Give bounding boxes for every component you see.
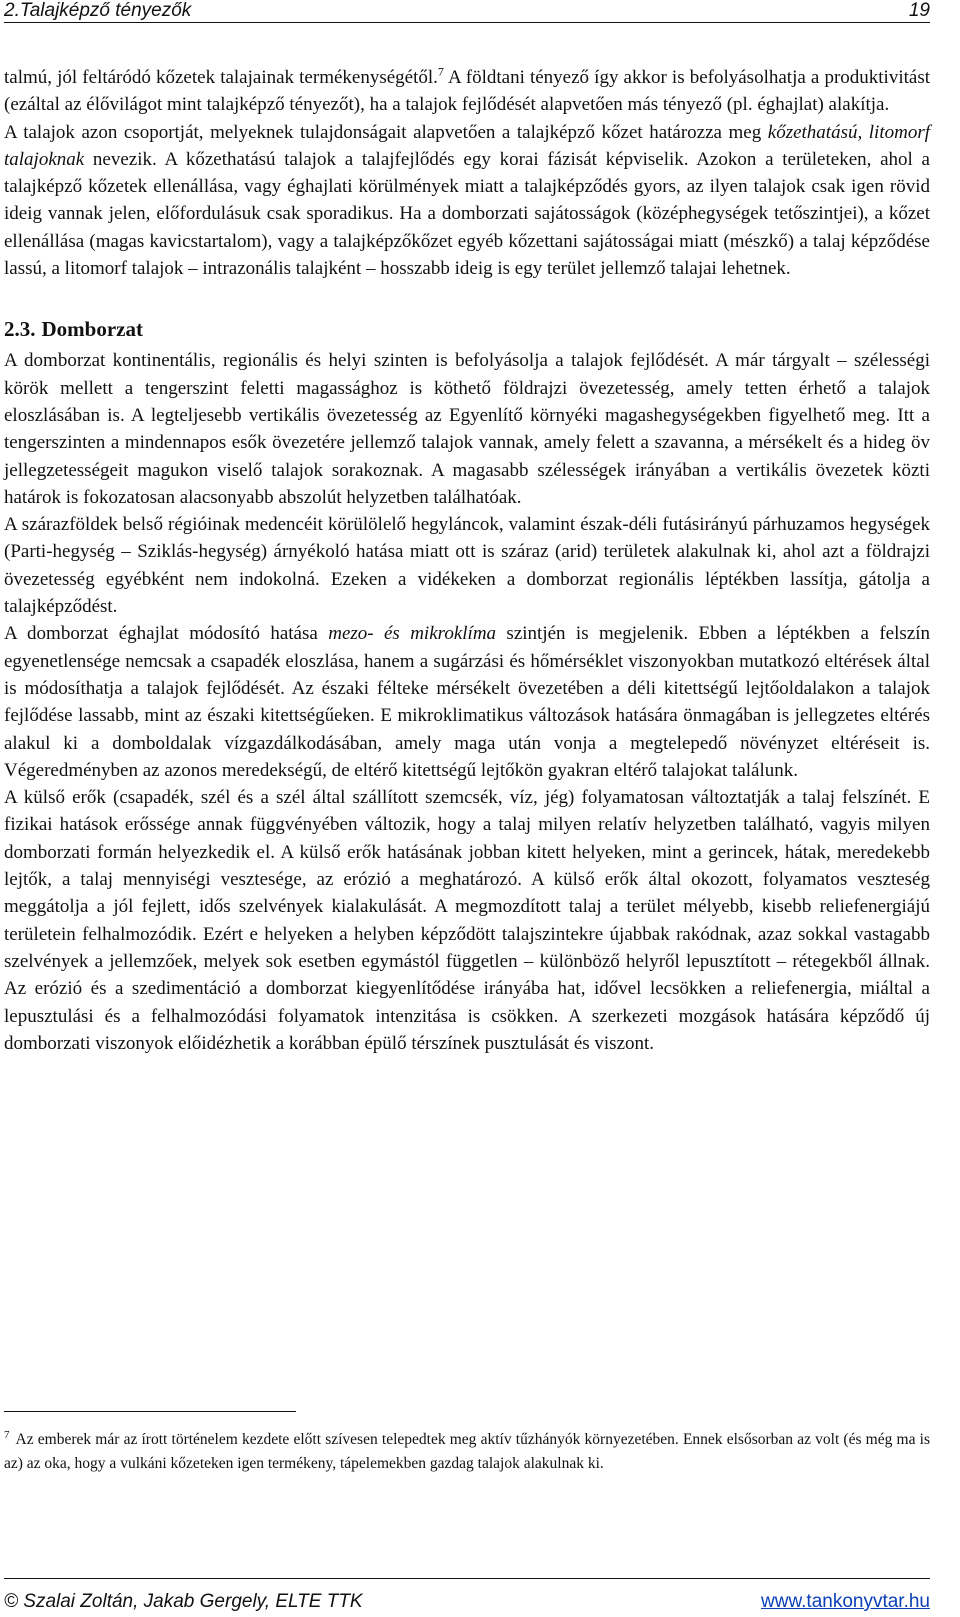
- paragraph-text: talmú, jól feltáródó kőzetek talajainak termékenységétől.: [4, 67, 438, 88]
- footnote-text: Az emberek már az írott történelem kezdete előtt szívesen telepedtek meg aktív tűzhányók környezetében. Ennek elsősorban az volt (és még ma is az) az oka, hogy a vulkáni kőzeteken igen termékeny, tápelemekben gazdag talajok alakulnak ki.: [4, 1431, 930, 1472]
- emphasized-term: mezo- és mikroklíma: [328, 623, 497, 645]
- paragraph-text: nevezik. A kőzethatású talajok a talajfejlődés egy korai fázisát képviselik. Azokon a területeken, ahol a talajképző kőzetek ellenállása, vagy éghajlati körülmények miatt a talajképződés gyors, az ilyen talajok csak igen rövid ideig vannak jelen, előfordulásuk csak sporadikus. Ha a domborzati sajátosságok (középhegységek tetőszintjei), a kőzet ellenállása (magas kavicstartalom), vagy a talajképzőkőzet egyéb kőzettani sajátosságai miatt (mészkő) a talaj képződése lassú, a litomorf talajok – intrazonális talajként – hosszabb ideig is egy terület jellemző talajai lehetnek.: [4, 148, 930, 280]
- website-link[interactable]: www.tankonyvtar.hu: [761, 1591, 930, 1612]
- footnote-divider: [4, 1411, 296, 1412]
- document-page: [4, 0, 930, 1617]
- paragraph-text: A talajok azon csoportját, melyeknek tulajdonságait alapvetően a talajképző kőzet határozza meg: [4, 121, 768, 143]
- emphasized-term: kőzethatású, litomorf talajoknak: [4, 121, 930, 170]
- paragraph: A domborzat kontinentális, regionális és helyi szinten is befolyásolja a talajok fejlődését. A már tárgyalt – szélességi körök mellett a tengerszint feletti magassághoz is köthető földrajzi övezetesség, amely tetten érhető a talajok eloszlásában is. A legteljesebb vertikális övezetesség az Egyenlítő környéki magashegységekben figyelhető meg. Itt a tengerszinten a mindennapos esők övezetére jellemző talajok vannak, amely felett a szavanna, a mérsékelt és a hideg öv jellegzetességeit magukon viselő talajok sorakoznak. A magasabb szélességek irányában a vertikális övezetek közti határok is fokozatosan alacsonyabb abszolút helyzetben találhatóak.: [4, 350, 930, 508]
- footnote-number: 7: [4, 1428, 10, 1441]
- paragraph: [4, 64, 930, 119]
- page-number: 19: [908, 0, 930, 21]
- section-heading: [4, 313, 930, 345]
- paragraph-text: szintjén is megjelenik. Ebben a léptékben a felszín egyenetlensége nemcsak a csapadék eloszlása, hanem a sugárzási és hőmérséklet viszonyokban mutatkozó eltérések által is módosíthatja a talajok fejlődését. Az északi félteke mérsékelt övezetében a déli kitettségű lejtőoldalakon a talajok fejlődése lassabb, mint az északi kitettségűeken. E mikroklimatikus változások hatására önmagában is jellegzetes eltérés alakul ki a domboldalak vízgazdálkodásában, amely maga után vonja a megtelepedő növényzet eltéréseit is. Végeredményben az azonos meredekségű, de eltérő kitettségű lejtőkön gyakran eltérő talajokat találunk.: [4, 623, 931, 781]
- section-number: 2.3.: [4, 317, 36, 342]
- paragraph: A külső erők (csapadék, szél és a szél által szállított szemcsék, víz, jég) folyamatosan változtatják a talaj felszínét. E fizikai hatások erőssége annak függvényében változik, hogy a talaj milyen relatív helyzetben található, vagyis milyen domborzati formán helyezkedik el. A külső erők hatásának jobban kitett helyeken, mint a gerincek, hátak, meredekebb lejtők, a talaj mennyiségi vesztesége, az erózió a meghatározó. A külső erők által okozott, folyamatos veszteség meggátolja a jól fejlett, idős szelvények kialakulását. A megmozdított talaj a terület mélyebb, kisebb reliefenergiájú területein felhalmozódik. Ezért e helyeken a helyben képződött talajszintekre újabbak rakódnak, azaz sokkal vastagabb szelvények a jellemzőek, melyek sok esetben egymástól független – különböző helyről lepusztított – rétegekből állnak. Az erózió és a szedimentáció a domborzat kiegyenlítődése irányába hat, idővel lecsökken a reliefenergia, miáltal a lepusztulási és a felhalmozódási folyamatok intenzitása is csökken. A szerkezeti mozgások hatására képződő új domborzati viszonyok előidézhetik a korábban épülő térszínek pusztulását és viszont.: [4, 787, 930, 1054]
- footnote-reference[interactable]: 7: [437, 64, 444, 79]
- footnote: [4, 1428, 930, 1476]
- section-title: Domborzat: [41, 317, 143, 342]
- paragraph: [4, 119, 930, 283]
- page-header: [4, 0, 930, 23]
- chapter-title: 2.Talajképző tényezők: [4, 0, 192, 21]
- page-footer: [4, 1578, 930, 1615]
- paragraph: [4, 620, 930, 784]
- copyright-notice: © Szalai Zoltán, Jakab Gergely, ELTE TTK: [4, 1591, 363, 1612]
- body-text: [4, 64, 930, 1057]
- paragraph: A szárazföldek belső régióinak medencéit körülölelő hegyláncok, valamint észak-déli futásirányú párhuzamos hegységek (Parti-hegység – Sziklás-hegység) árnyékoló hatása miatt ott is száraz (arid) területek alakulnak ki, ahol azt a földrajzi övezetesség egyébként nem indokolná. Ezeken a vidékeken a domborzat regionális léptékben lassítja, gátolja a talajképződést.: [4, 514, 930, 618]
- paragraph-text: A földtani tényező így akkor is befolyásolhatja a produktivitást (ezáltal az élővilágot mint talajképző tényezőt), ha a talajok fejlődését alapvetően más tényező (pl. éghajlat) alakítja.: [4, 67, 930, 116]
- paragraph-text: A domborzat éghajlat módosító hatása: [4, 623, 329, 645]
